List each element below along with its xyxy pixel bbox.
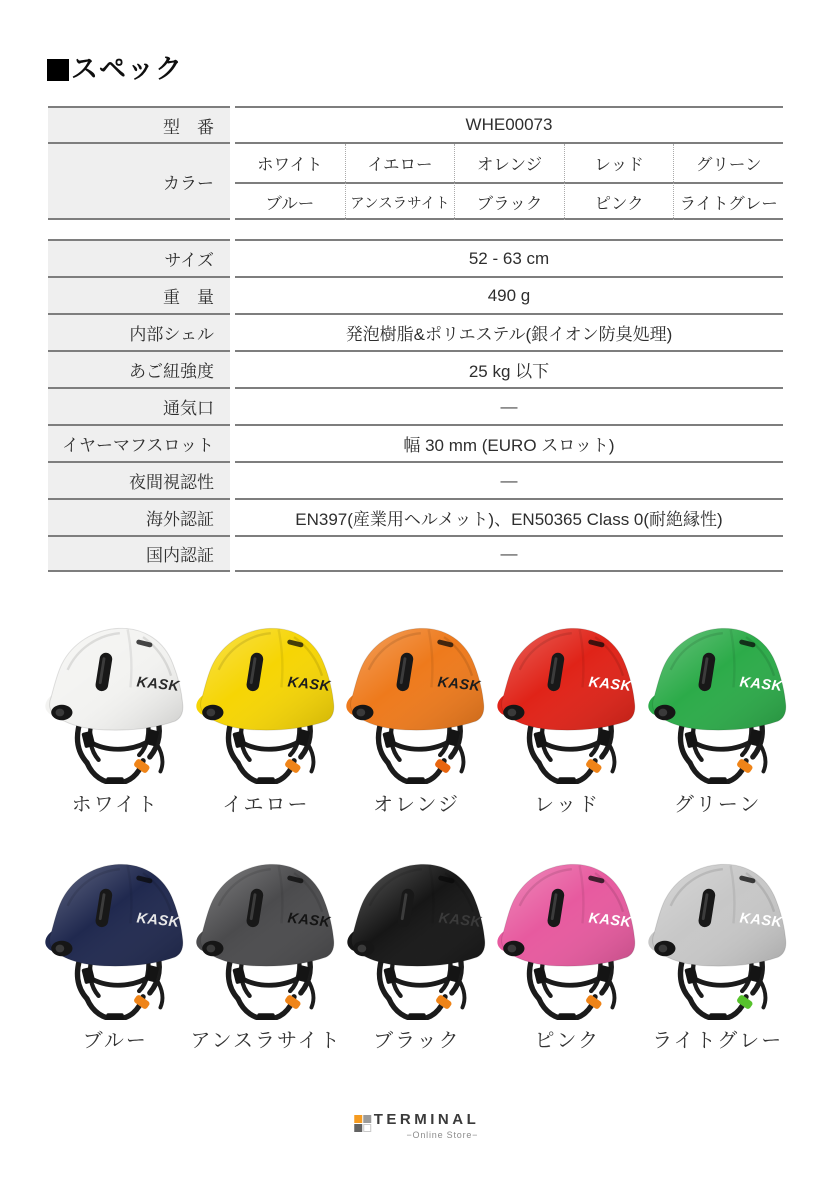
spec-value-night-visibility: —: [235, 461, 783, 498]
spec-table-top: [48, 106, 783, 220]
spec-value-size: 52 - 63 cm: [235, 239, 783, 276]
black-square-icon: [47, 59, 69, 81]
helmet-color-label: レッド: [534, 794, 600, 816]
helmet-image: [493, 846, 641, 1020]
color-name: イエロー: [345, 144, 455, 182]
helmet-image: [41, 610, 189, 784]
helmet-color-label: グリーン: [673, 794, 762, 816]
section-header: [47, 56, 183, 83]
helmet-item: [40, 610, 191, 817]
color-name: ライトグレー: [673, 182, 783, 220]
helmet-color-label: ブラック: [373, 1030, 461, 1052]
brand-logo: KASK: [286, 910, 332, 931]
helmet-color-label: オレンジ: [372, 794, 460, 816]
helmet-color-label: イエロー: [222, 794, 310, 816]
helmet-item: [190, 846, 341, 1053]
spec-value-chinstrap: 25 kg 以下: [235, 350, 783, 387]
spec-value-model: WHE00073: [235, 106, 783, 144]
helmet-color-label: アンスラサイト: [190, 1030, 342, 1052]
brand-logo: KASK: [437, 910, 483, 931]
color-name: ピンク: [564, 182, 674, 220]
helmet-item: [492, 610, 643, 817]
helmet-image: [41, 846, 189, 1020]
helmet-item: [341, 610, 492, 817]
helmet-color-label: ライトグレー: [652, 1030, 784, 1052]
store-subtitle: −Online Store−: [406, 1129, 479, 1140]
brand-logo: KASK: [738, 910, 784, 931]
spec-label-earmuff-slot: イヤーマフスロット: [48, 424, 230, 461]
logo-square: [363, 1115, 371, 1123]
spec-value-earmuff-slot: 幅 30 mm (EURO スロット): [235, 424, 783, 461]
helmet-color-label: ブルー: [82, 1030, 148, 1052]
helmet-image: [342, 610, 490, 784]
color-name: ブラック: [454, 182, 564, 220]
helmet-item: [643, 846, 793, 1053]
helmet-item: [642, 610, 793, 817]
store-logo-squares-icon: [354, 1115, 371, 1132]
store-name: TERMINAL: [373, 1111, 480, 1128]
helmet-item: [492, 846, 642, 1053]
helmet-grid-row-1: [40, 610, 793, 817]
color-name: ホワイト: [257, 156, 323, 174]
spec-value-inner-shell: 発泡樹脂&ポリエステル(銀イオン防臭処理): [235, 313, 783, 350]
spec-value-overseas-cert: EN397(産業用ヘルメット)、EN50365 Class 0(耐絶縁性): [235, 498, 783, 535]
helmet-image: [343, 846, 491, 1020]
logo-square: [354, 1124, 362, 1132]
helmet-image: [644, 846, 792, 1020]
spec-label-domestic-cert: 国内認証: [48, 535, 230, 572]
spec-label-inner-shell: 内部シェル: [48, 313, 230, 350]
logo-square: [363, 1124, 371, 1132]
helmet-grid-row-2: [40, 846, 793, 1053]
spec-label-overseas-cert: 海外認証: [48, 498, 230, 535]
spec-label-color: カラー: [48, 144, 230, 220]
brand-logo: KASK: [587, 674, 633, 695]
spec-label-size: サイズ: [48, 239, 230, 276]
spec-label-model: 型 番: [48, 106, 230, 144]
helmet-color-label: ホワイト: [71, 794, 159, 816]
spec-label-chinstrap: あご紐強度: [48, 350, 230, 387]
helmet-image: [493, 610, 641, 784]
color-name: ブルー: [235, 182, 345, 220]
spec-value-domestic-cert: —: [235, 535, 783, 572]
brand-logo: KASK: [286, 674, 332, 695]
helmet-image: [644, 610, 792, 784]
brand-logo: KASK: [437, 674, 482, 695]
color-name: オレンジ: [454, 144, 564, 182]
color-name: アンスラサイト: [345, 182, 455, 220]
color-name: レッド: [564, 144, 674, 182]
color-name-grid: [235, 144, 783, 220]
spec-table-main: [48, 239, 783, 572]
brand-logo: KASK: [136, 910, 181, 931]
page-title: スペック: [71, 54, 183, 84]
brand-logo: KASK: [136, 674, 181, 695]
spec-label-night-visibility: 夜間視認性: [48, 461, 230, 498]
helmet-image: [192, 846, 340, 1020]
spec-label-weight: 重 量: [48, 276, 230, 313]
spec-label-vent: 通気口: [48, 387, 230, 424]
spec-value-vent: —: [235, 387, 783, 424]
helmet-item: [191, 610, 342, 817]
helmet-image: [192, 610, 340, 784]
color-name: グリーン: [673, 144, 783, 182]
helmet-color-label: ピンク: [534, 1030, 601, 1052]
logo-square: [354, 1115, 362, 1123]
store-logo: [354, 1112, 480, 1140]
spec-value-weight: 490 g: [235, 276, 783, 313]
brand-logo: KASK: [588, 910, 633, 931]
brand-logo: KASK: [738, 674, 783, 695]
helmet-item: [40, 846, 190, 1053]
helmet-item: [342, 846, 492, 1053]
